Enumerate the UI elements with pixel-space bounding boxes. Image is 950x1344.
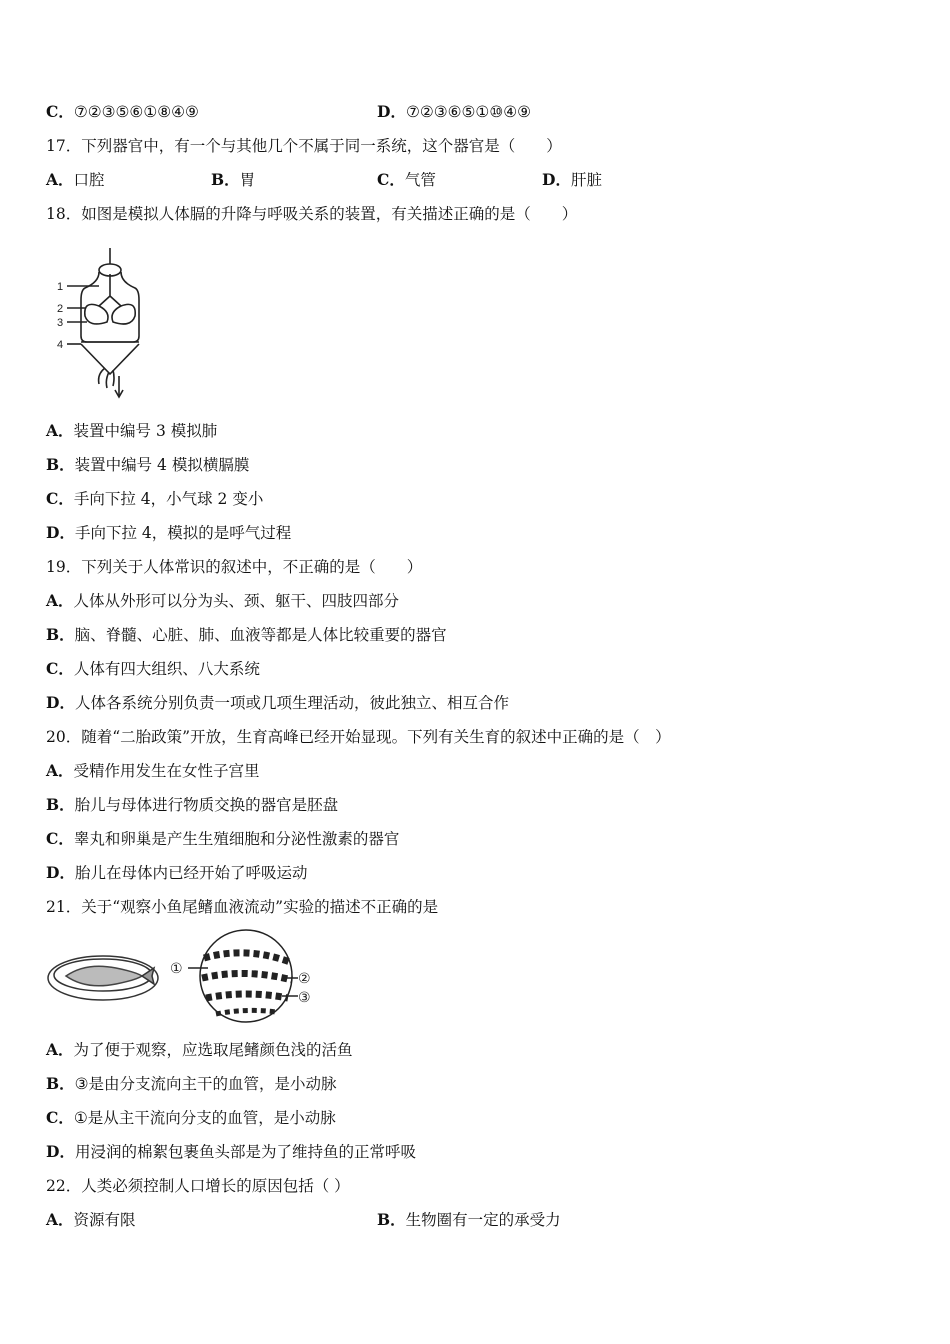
q20-option-b (46, 795, 338, 815)
figure-label-circled-3: ③ (298, 990, 311, 1006)
option-label: A． (46, 421, 74, 440)
option-label: A． (46, 591, 74, 610)
option-label: D． (46, 1142, 75, 1161)
figure-label-2: 2 (57, 303, 64, 315)
option-text: 为了便于观察，应选取尾鳍颜色浅的活鱼 (73, 1041, 353, 1059)
option-label: B． (211, 170, 240, 189)
option-label: D． (542, 170, 571, 189)
option-text: ⑦②③⑥⑤①⑩④⑨ (405, 103, 532, 121)
option-text: 胎儿在母体内已经开始了呼吸运动 (74, 864, 308, 882)
option-text: 人体各系统分别负责一项或几项生理活动，彼此独立、相互合作 (74, 694, 509, 712)
option-text: 装置中编号 3 模拟肺 (73, 422, 218, 440)
option-label: B． (46, 795, 75, 814)
option-text: 受精作用发生在女性子宫里 (73, 762, 260, 780)
q18-option-d (46, 523, 291, 543)
option-text: 人体有四大组织、八大系统 (73, 660, 260, 678)
balloon-right (112, 304, 135, 324)
option-label: A． (46, 170, 74, 189)
q19-option-b (46, 625, 447, 645)
option-label: B． (46, 1074, 75, 1093)
figure-label-1: 1 (57, 281, 64, 293)
q17-option-c (377, 170, 436, 190)
figure-label-circled-2: ② (298, 971, 311, 987)
q22-option-a (46, 1210, 136, 1230)
option-label: C． (46, 659, 74, 678)
option-text: 用浸润的棉絮包裹鱼头部是为了维持鱼的正常呼吸 (74, 1143, 416, 1161)
q20-option-a (46, 761, 260, 781)
option-label: B． (377, 1210, 406, 1229)
option-text: 手向下拉 4，小气球 2 变小 (73, 490, 264, 508)
option-label: D． (46, 863, 75, 882)
option-label: C． (46, 489, 74, 508)
q18-option-c (46, 489, 263, 509)
fish-tail-figure (46, 928, 316, 1024)
option-label: B． (46, 625, 75, 644)
q16-option-c (46, 102, 199, 122)
figure-label-3: 3 (57, 317, 64, 329)
q19-option-c (46, 659, 260, 679)
q17-option-d (542, 170, 602, 190)
option-label: A． (46, 1040, 74, 1059)
q21-option-b (46, 1074, 337, 1094)
option-text: 气管 (404, 171, 436, 189)
q18-stem: 18．如图是模拟人体膈的升降与呼吸关系的装置，有关描述正确的是（ ） (46, 205, 578, 223)
figure-label-4: 4 (57, 339, 64, 351)
option-text: 肝脏 (570, 171, 602, 189)
option-text: 睾丸和卵巢是产生生殖细胞和分泌性激素的器官 (73, 830, 400, 848)
q16-option-d (377, 102, 531, 122)
balloon-left (85, 304, 108, 324)
q17-option-a (46, 170, 105, 190)
rubber-membrane (81, 344, 139, 374)
option-label: D． (46, 523, 75, 542)
option-text: ⑦②③⑤⑥①⑧④⑨ (73, 103, 199, 121)
option-label: A． (46, 761, 74, 780)
q18-option-a (46, 421, 217, 441)
q20-option-c (46, 829, 399, 849)
q22-stem: 22．人类必须控制人口增长的原因包括（ ） (46, 1177, 350, 1195)
q20-option-d (46, 863, 307, 883)
option-label: D． (46, 693, 75, 712)
option-text: 脑、脊髓、心脏、肺、血液等都是人体比较重要的器官 (74, 626, 447, 644)
option-label: D． (377, 102, 406, 121)
option-text: 胎儿与母体进行物质交换的器官是胚盘 (74, 796, 339, 814)
option-text: 装置中编号 4 模拟横膈膜 (74, 456, 250, 474)
q22-option-b (377, 1210, 561, 1230)
q17-stem: 17．下列器官中，有一个与其他几个不属于同一系统，这个器官是（ ） (46, 137, 562, 155)
petri-dish-with-fish (48, 956, 158, 1000)
microscope-view (188, 930, 298, 1022)
option-text: 胃 (239, 171, 256, 189)
option-text: 生物圈有一定的承受力 (405, 1211, 561, 1229)
q19-option-a (46, 591, 399, 611)
q19-stem: 19．下列关于人体常识的叙述中，不正确的是（ ） (46, 558, 423, 576)
y-tube (99, 274, 121, 306)
figure-label-circled-1: ① (170, 961, 183, 977)
q21-option-d (46, 1142, 416, 1162)
option-text: 资源有限 (73, 1211, 136, 1229)
option-label: C． (377, 170, 405, 189)
option-text: 口腔 (73, 171, 105, 189)
option-label: B． (46, 455, 75, 474)
q21-stem: 21．关于“观察小鱼尾鳍血液流动”实验的描述不正确的是 (46, 898, 439, 916)
option-text: ①是从主干流向分支的血管，是小动脉 (73, 1109, 336, 1127)
q21-option-a (46, 1040, 353, 1060)
option-label: A． (46, 1210, 74, 1229)
option-label: C． (46, 102, 74, 121)
option-text: 手向下拉 4，模拟的是呼气过程 (74, 524, 292, 542)
option-label: C． (46, 829, 74, 848)
q17-option-b (211, 170, 255, 190)
q21-option-c (46, 1108, 336, 1128)
option-label: C． (46, 1108, 74, 1127)
q18-option-b (46, 455, 249, 475)
q19-option-d (46, 693, 509, 713)
q20-stem: 20．随着“二胎政策”开放，生育高峰已经开始显现。下列有关生育的叙述中正确的是（ ） (46, 728, 671, 746)
diaphragm-model-figure (55, 248, 155, 400)
option-text: 人体从外形可以分为头、颈、躯干、四肢四部分 (73, 592, 400, 610)
option-text: ③是由分支流向主干的血管，是小动脉 (74, 1075, 337, 1093)
